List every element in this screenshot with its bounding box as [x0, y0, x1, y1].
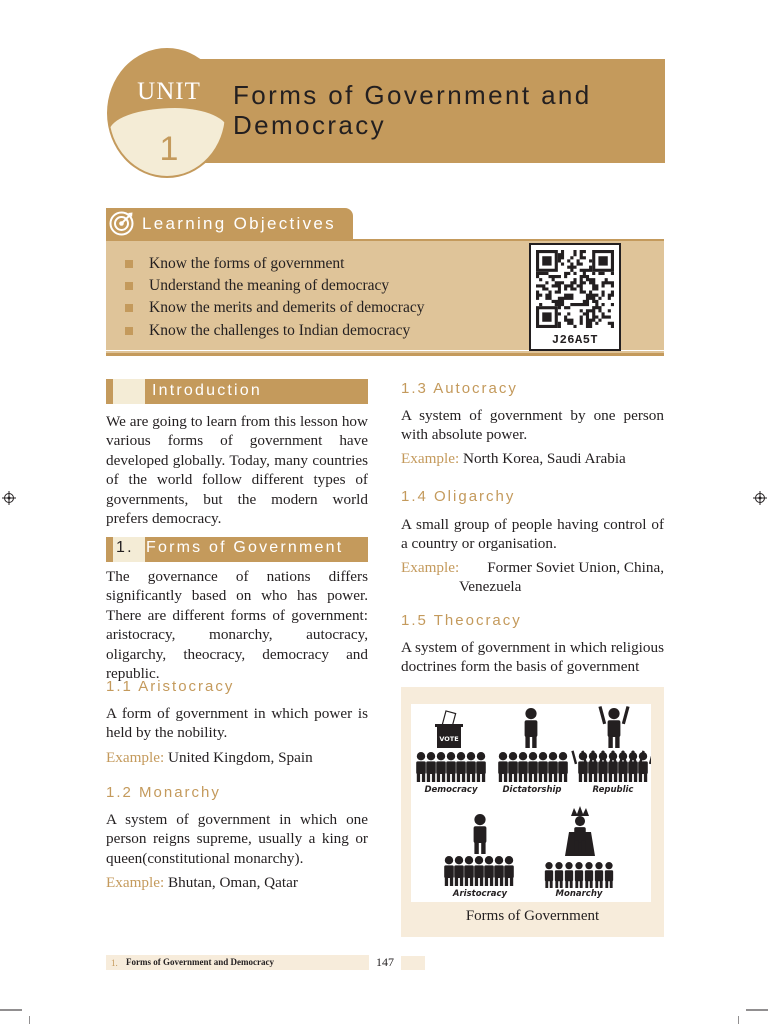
democracy-label: Democracy	[424, 785, 478, 795]
introduction-text: We are going to learn from this lesson how various forms of government have developed globally. Today, many countries of the world follow different types of governments, but the modern world prefers democracy.	[106, 413, 368, 528]
forms-text: The governance of nations differs significantly based on who has power. There are different forms of government: aristocracy, monarchy, autocracy, oligarchy, theocracy, democracy and republic.	[106, 568, 368, 683]
person-icon	[494, 856, 504, 886]
person-icon	[518, 752, 528, 782]
autocracy-example	[401, 449, 626, 468]
oligarchy-heading: 1.4 Oligarchy	[401, 488, 516, 505]
person-icon	[558, 752, 568, 782]
bullet-icon	[125, 327, 133, 335]
person-icon	[464, 856, 474, 886]
crop-mark-icon	[738, 1000, 768, 1024]
unit-badge	[107, 48, 227, 178]
list-item	[125, 253, 424, 275]
ballot-box-icon	[435, 711, 463, 748]
list-item	[125, 297, 424, 319]
page-title: Forms of Government and Democracy	[233, 80, 592, 140]
svg-text:VOTE: VOTE	[439, 735, 459, 743]
bullet-icon	[125, 304, 133, 312]
person-icon	[504, 856, 514, 886]
example-value: United Kingdom, Spain	[168, 749, 313, 766]
person-icon	[538, 752, 548, 782]
person-icon	[456, 752, 466, 782]
example-label: Example:	[106, 874, 165, 891]
person-icon	[548, 752, 558, 782]
example-value-continued: Venezuela	[459, 578, 522, 596]
objective-text: Know the forms of government	[149, 255, 345, 272]
example-label: Example:	[401, 450, 460, 467]
list-item	[125, 275, 424, 297]
person-icon	[605, 862, 613, 888]
example-value: Bhutan, Oman, Qatar	[168, 874, 298, 891]
unit-number: 1	[159, 130, 179, 168]
forms-of-government-illustration	[411, 704, 651, 902]
person-icon	[484, 856, 494, 886]
bullet-icon	[125, 282, 133, 290]
person-icon	[426, 752, 436, 782]
forms-section-number: 1.	[116, 539, 134, 556]
autocracy-text: A system of government by one person with absolute power.	[401, 407, 664, 444]
oligarchy-text: A small group of people having control of a country or organisation.	[401, 516, 664, 553]
objective-text: Know the merits and demerits of democracy	[149, 299, 425, 317]
page-edge-marks	[665, 97, 671, 127]
unit-label: UNIT	[137, 78, 201, 105]
person-icon	[474, 856, 484, 886]
person-icon	[498, 752, 508, 782]
registration-mark-icon	[2, 491, 16, 505]
person-icon	[565, 862, 573, 888]
person-icon	[528, 752, 538, 782]
aristocracy-heading: 1.1 Aristocracy	[106, 678, 235, 695]
person-icon	[525, 708, 538, 748]
person-icon	[545, 862, 553, 888]
objective-text: Know the challenges to Indian democracy	[149, 321, 411, 339]
learning-objectives-list	[125, 253, 424, 342]
monarchy-heading: 1.2 Monarchy	[106, 784, 221, 801]
footer-tab	[401, 956, 425, 970]
person-icon	[595, 862, 603, 888]
person-icon	[446, 752, 456, 782]
monarchy-example	[106, 873, 298, 892]
person-icon	[454, 856, 464, 886]
aristocracy-label: Aristocracy	[452, 889, 508, 899]
figure-image	[411, 704, 651, 902]
objective-text: Understand the meaning of democracy	[149, 277, 390, 295]
person-icon	[476, 752, 486, 782]
dictatorship-label: Dictatorship	[502, 785, 562, 795]
footer-chapter-number: 1.	[111, 958, 118, 968]
target-icon	[109, 211, 134, 236]
figure-caption: Forms of Government	[465, 908, 600, 924]
example-value: Former Soviet Union, China,	[487, 559, 664, 576]
example-value: North Korea, Saudi Arabia	[463, 450, 626, 467]
theocracy-text: A system of government in which religious doctrines form the basis of government	[401, 639, 664, 676]
theocracy-heading: 1.5 Theocracy	[401, 612, 522, 629]
person-icon	[598, 706, 629, 748]
list-item	[125, 320, 424, 342]
person-icon	[436, 752, 446, 782]
monarchy-text: A system of government in which one person reigns supreme, usually a king or queen(constitutional monarchy).	[106, 811, 368, 867]
qr-code[interactable]	[529, 243, 621, 351]
bullet-icon	[125, 260, 133, 268]
forms-heading: Forms of Government	[146, 539, 344, 556]
footer-chapter-title: Forms of Government and Democracy	[126, 957, 274, 967]
monarchy-label: Monarchy	[555, 889, 603, 899]
oligarchy-example	[401, 558, 664, 597]
qr-code-text: J26A5T	[551, 333, 599, 347]
person-icon	[575, 862, 583, 888]
person-icon	[474, 814, 487, 854]
learning-objectives-title: Learning Objectives	[142, 214, 336, 233]
person-icon	[508, 752, 518, 782]
aristocracy-text: A form of government in which power is held by the nobility.	[106, 705, 368, 742]
person-icon	[416, 752, 426, 782]
person-icon	[555, 862, 563, 888]
person-icon	[585, 862, 593, 888]
example-label: Example:	[401, 559, 460, 576]
registration-mark-icon	[753, 491, 767, 505]
crop-mark-icon	[0, 1000, 30, 1024]
person-icon	[444, 856, 454, 886]
republic-label: Republic	[592, 785, 634, 795]
qr-code-icon	[536, 250, 614, 328]
autocracy-heading: 1.3 Autocracy	[401, 380, 518, 397]
introduction-heading: Introduction	[152, 382, 263, 399]
person-icon	[466, 752, 476, 782]
page-number: 147	[376, 955, 394, 969]
aristocracy-example	[106, 748, 313, 767]
example-label: Example:	[106, 749, 165, 766]
